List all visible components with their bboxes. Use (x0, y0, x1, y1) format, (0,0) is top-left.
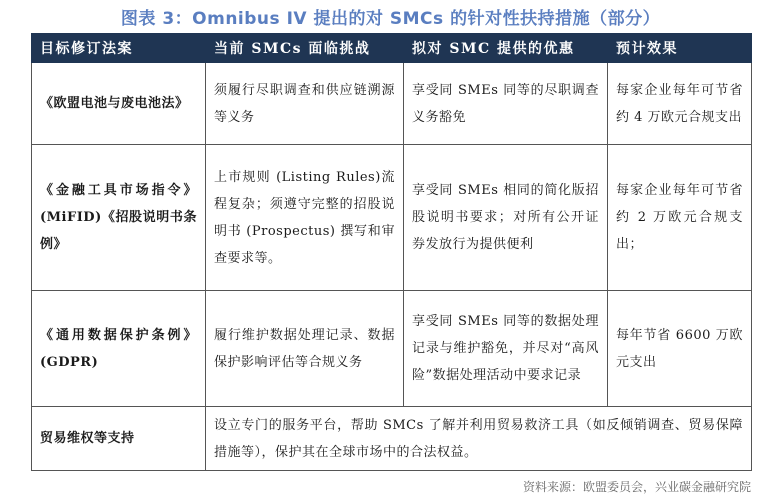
figure-title: 图表 3：Omnibus IV 提出的对 SMCs 的针对性扶持措施（部分） (120, 9, 661, 29)
header-challenge: 当前 SMCs 面临挑战 (206, 34, 404, 63)
law-cell: 贸易维权等支持 (32, 407, 206, 471)
source-note: 资料来源：欧盟委员会，兴业碳金融研究院 (522, 480, 751, 494)
effect-cell: 每家企业每年可节省约 2 万欧元合规支出； (608, 145, 752, 291)
header-effect: 预计效果 (608, 34, 752, 63)
table-row (32, 63, 752, 145)
header-benefit: 拟对 SMC 提供的优惠 (404, 34, 608, 63)
table-header-row (32, 34, 752, 63)
law-cell: 《欧盟电池与废电池法》 (32, 63, 206, 145)
law-cell: 《通用数据保护条例》(GDPR) (32, 291, 206, 407)
effect-cell: 每年节省 6600 万欧元支出 (608, 291, 752, 407)
header-target-law: 目标修订法案 (32, 34, 206, 63)
law-cell: 《金融工具市场指令》(MiFID)《招股说明书条例》 (32, 145, 206, 291)
table-row (32, 291, 752, 407)
challenge-cell: 履行维护数据处理记录、数据保护影响评估等合规义务 (206, 291, 404, 407)
table-row (32, 407, 752, 471)
measures-table (31, 33, 752, 471)
benefit-cell: 享受同 SMEs 相同的简化版招股说明书要求；对所有公开证券发放行为提供便利 (404, 145, 608, 291)
table-row (32, 145, 752, 291)
merged-measure-cell: 设立专门的服务平台，帮助 SMCs 了解并利用贸易救济工具（如反倾销调查、贸易保障措施等），保护其在全球市场中的合法权益。 (206, 407, 752, 471)
challenge-cell: 上市规则 (Listing Rules)流程复杂；须遵守完整的招股说明书 (Prospectus) 撰写和审查要求等。 (206, 145, 404, 291)
benefit-cell: 享受同 SMEs 同等的尽职调查义务豁免 (404, 63, 608, 145)
benefit-cell: 享受同 SMEs 同等的数据处理记录与维护豁免，并尽对“高风险”数据处理活动中要求记录 (404, 291, 608, 407)
effect-cell: 每家企业每年可节省约 4 万欧元合规支出 (608, 63, 752, 145)
challenge-cell: 须履行尽职调查和供应链溯源等义务 (206, 63, 404, 145)
